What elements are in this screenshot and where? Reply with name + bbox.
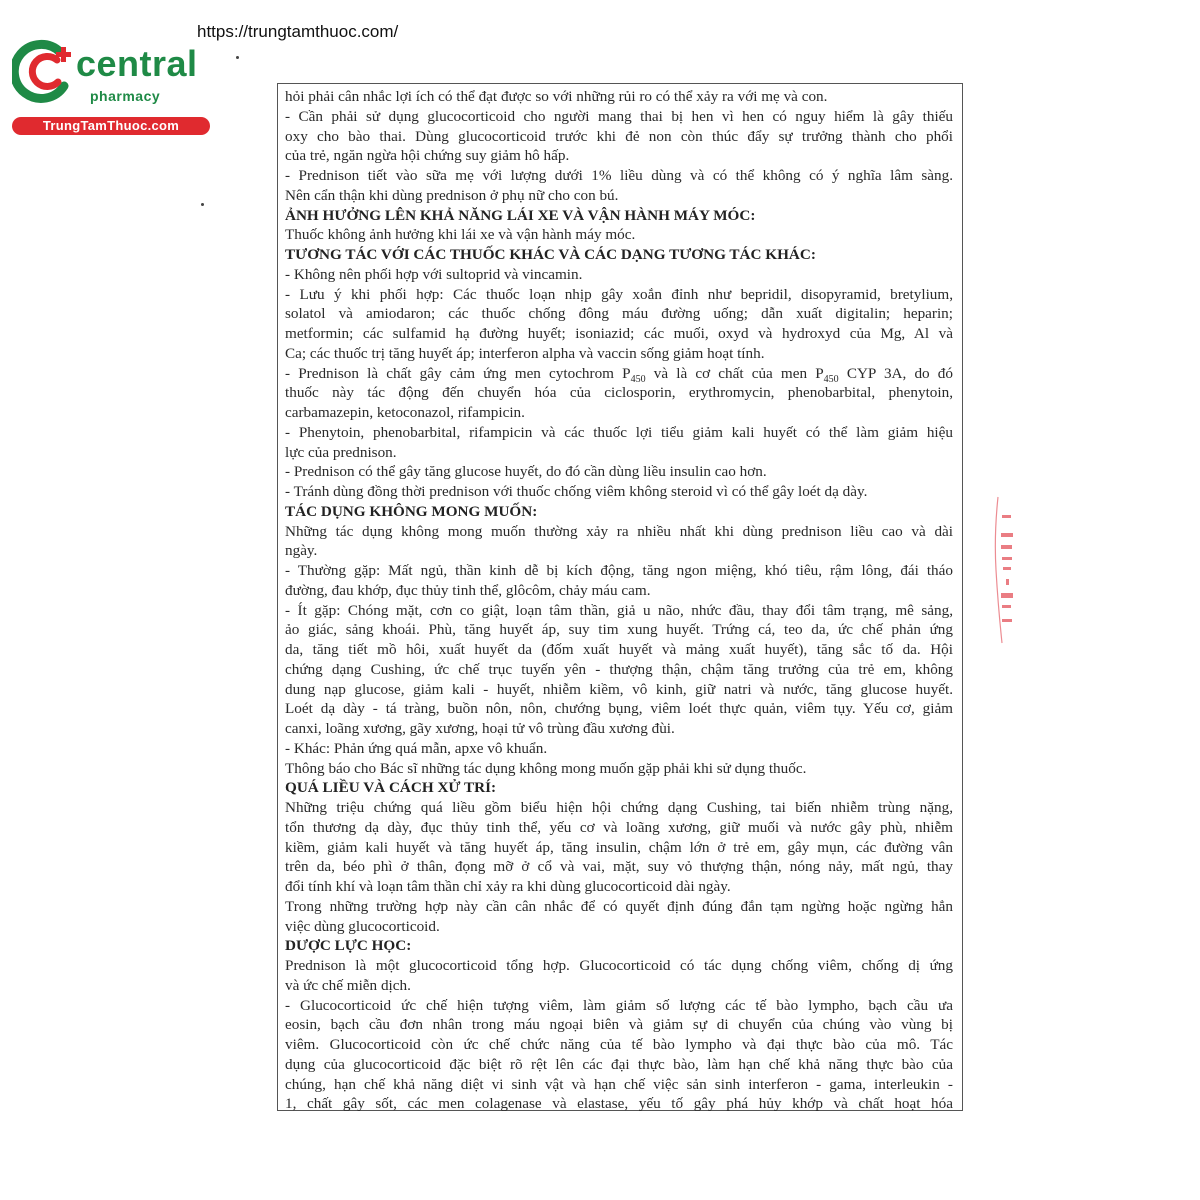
text-line: Trong những trường hợp này cần cân nhắc để có quyết định đúng đắn tạm ngừng hoặc ngừng hẳn (285, 897, 953, 915)
source-url[interactable]: https://trungtamthuoc.com/ (197, 22, 399, 41)
text-line: carbamazepin, ketoconazol, rifampicin. (285, 404, 525, 421)
text-line: ngày. (285, 542, 318, 560)
text-line: - Prednison tiết vào sữa mẹ với lượng dưới 1% liều dùng và có thể không có ý nghĩa lâm sàng. (285, 167, 953, 184)
text-line: ảo giác, sảng khoái. Phù, tăng huyết áp, suy tim xung huyết. Trứng cá, teo da, ức chế phản ứng (285, 621, 953, 639)
text-line: đổi tính khí và loạn tâm thần chỉ xảy ra khi dùng glucocorticoid dài ngày. (285, 878, 731, 895)
text-line: 1, chất gây sốt, các men colagenase và elastase, yếu tố gây phá hủy khớp và chất hoạt hóa (285, 1095, 953, 1113)
text-line: - Không nên phối hợp với sultoprid và vincamin. (285, 265, 583, 283)
text-line: - Thường gặp: Mất ngủ, thần kinh dễ bị kích động, tăng ngon miệng, khó tiêu, rậm lông, đái tháo (285, 562, 953, 579)
brand-subtitle: pharmacy (90, 88, 161, 104)
red-stamp-mark (992, 495, 1020, 645)
text-line: của trẻ, ngăn ngừa hội chứng suy giảm hô hấp. (285, 147, 570, 165)
text-line: trên da, béo phì ở thân, đọng mỡ ở cổ và vai, mặt, suy vỏ thượng thận, nóng nảy, mất ngủ, thay (285, 858, 953, 876)
text-line: - Khác: Phản ứng quá mẫn, apxe vô khuẩn. (285, 739, 548, 757)
text-line: - Glucocorticoid ức chế hiện tượng viêm, làm giảm số lượng các tế bào lympho, bạch cầu ưa (285, 996, 953, 1014)
section-heading: DƯỢC LỰC HỌC: (285, 937, 412, 955)
document-page (277, 83, 963, 1111)
speck-mark (201, 203, 204, 206)
text-line: đường, đau khớp, đục thủy tinh thể, glôcôm, chảy máu cam. (285, 581, 651, 599)
text-line: dụng của glucocorticoid đặc biệt rõ rệt lên các đại thực bào, làm hạn chế khả năng thực bào của (285, 1055, 953, 1073)
section-heading: TÁC DỤNG KHÔNG MONG MUỐN: (285, 502, 538, 520)
text-line: tổn thương dạ dày, đục thủy tinh thể, yếu cơ và loãng xương, giữ muối và nước gây phù, nhiễm (285, 818, 953, 836)
section-heading: ẢNH HƯỞNG LÊN KHẢ NĂNG LÁI XE VÀ VẬN HÀNH MÁY MÓC: (285, 206, 756, 224)
text-line: oxy cho bào thai. Dùng glucocorticoid trước khi đẻ non còn thúc đẩy sự trưởng thành cho phổi (285, 127, 953, 145)
text-line: - Prednison là chất gây cảm ứng men cytochrom $P_{450}$ và là cơ chất của men $P_{450}$ CYP 3A, do đó (285, 364, 953, 384)
text-line: và ức chế miễn dịch. (285, 976, 411, 994)
text-line: lực của prednison. (285, 443, 397, 461)
text-line: eosin, bạch cầu đơn nhân trong máu ngoại biên và giảm sự di chuyển của chúng vào vùng bị (285, 1016, 953, 1034)
text-line: solatol và amiodaron; các thuốc chống đông máu đường uống; dẫn xuất digitalin; heparin; (285, 305, 953, 323)
document-text (285, 87, 953, 1114)
text-line: chúng, hạn chế khả năng diệt vi sinh vật và hạn chế việc sản sinh interferon - gama, interleukin - (285, 1075, 953, 1093)
text-line: da, tăng tiết mồ hôi, xuất huyết da (đốm xuất huyết và mảng xuất huyết), tăng sắc tố da. Hội (285, 641, 953, 658)
text-line: Prednison là một glucocorticoid tổng hợp. Glucocorticoid có tác dụng chống viêm, chống dị ứng (285, 957, 953, 974)
text-line: - Cần phải sử dụng glucocorticoid cho người mang thai bị hen vì hen có nguy hiểm là gây thiếu (285, 107, 953, 125)
text-line: việc dùng glucocorticoid. (285, 917, 440, 935)
text-line: dung nạp glucose, giảm kali - huyết, nhiễm kiềm, vô kinh, giữ natri và nước, tăng glucose huyết. (285, 680, 953, 698)
text-line: hỏi phải cân nhắc lợi ích có thể đạt được so với những rủi ro có thể xảy ra với mẹ và con. (285, 88, 828, 105)
text-line: chứng dạng Cushing, ức chế trục tuyến yên - thượng thận, chậm tăng trưởng của trẻ em, không (285, 660, 953, 678)
text-line: Nên cẩn thận khi dùng prednison ở phụ nữ cho con bú. (285, 186, 619, 204)
brand-name: central (76, 43, 198, 84)
text-line: metformin; các sulfamid hạ đường huyết; isoniazid; các muối, oxyd và hydroxyd của Mg, Al và (285, 325, 953, 342)
section-heading: QUÁ LIỀU VÀ CÁCH XỬ TRÍ: (285, 779, 497, 797)
text-line: - Lưu ý khi phối hợp: Các thuốc loạn nhịp gây xoắn đỉnh như bepridil, disopyramid, bretylium, (285, 285, 953, 303)
speck-mark (236, 56, 239, 59)
text-line: - Tránh dùng đồng thời prednison với thuốc chống viêm không steroid vì có thể gây loét dạ dày. (285, 483, 868, 500)
text-line: Những triệu chứng quá liều gồm biểu hiện hội chứng dạng Cushing, tai biến nhiễm trùng nặng, (285, 799, 953, 816)
brand-website-bar: TrungTamThuoc.com (12, 117, 210, 135)
text-line: Loét dạ dày - tá tràng, buồn nôn, nôn, chướng bụng, viêm loét thực quản, viêm tụy. Yếu cơ, giảm (285, 700, 953, 718)
c-cross-icon (12, 38, 82, 108)
text-line: Thuốc không ảnh hưởng khi lái xe và vận hành máy móc. (285, 226, 636, 244)
text-line: viêm. Glucocorticoid còn ức chế chức năng của tế bào lympho và đại thực bào của mô. Tác (285, 1036, 953, 1053)
text-line: - Phenytoin, phenobarbital, rifampicin và các thuốc lợi tiểu giảm kali huyết có thể làm giảm hiệu (285, 423, 953, 441)
text-line: thuốc này tác động đến chuyển hóa của ciclosporin, erythromycin, phenobarbital, phenytoin, (285, 384, 953, 402)
stamp-fragment-icon (992, 495, 1020, 645)
text-line: Những tác dụng không mong muốn thường xảy ra nhiều nhất khi dùng prednison liều cao và dài (285, 522, 953, 540)
text-line: Thông báo cho Bác sĩ những tác dụng không mong muốn gặp phải khi sử dụng thuốc. (285, 759, 807, 777)
text-line: - Prednison có thể gây tăng glucose huyết, do đó cần dùng liều insulin cao hơn. (285, 463, 767, 481)
section-heading: TƯƠNG TÁC VỚI CÁC THUỐC KHÁC VÀ CÁC DẠNG TƯƠNG TÁC KHÁC: (285, 246, 816, 263)
text-line: canxi, loãng xương, gãy xương, hoại tử vô trùng đầu xương đùi. (285, 720, 675, 737)
text-line: kiềm, giảm kali huyết và tăng huyết áp, tăng insulin, chậm lớn ở trẻ em, gây mụn, các đường vân (285, 838, 953, 856)
text-line: Ca; các thuốc trị tăng huyết áp; interferon alpha và vaccin sống giảm hoạt tính. (285, 344, 765, 362)
text-line: - Ít gặp: Chóng mặt, cơn co giật, loạn tâm thần, giả u não, nhức đầu, thay đổi tâm trạng, mê sảng, (285, 601, 953, 619)
